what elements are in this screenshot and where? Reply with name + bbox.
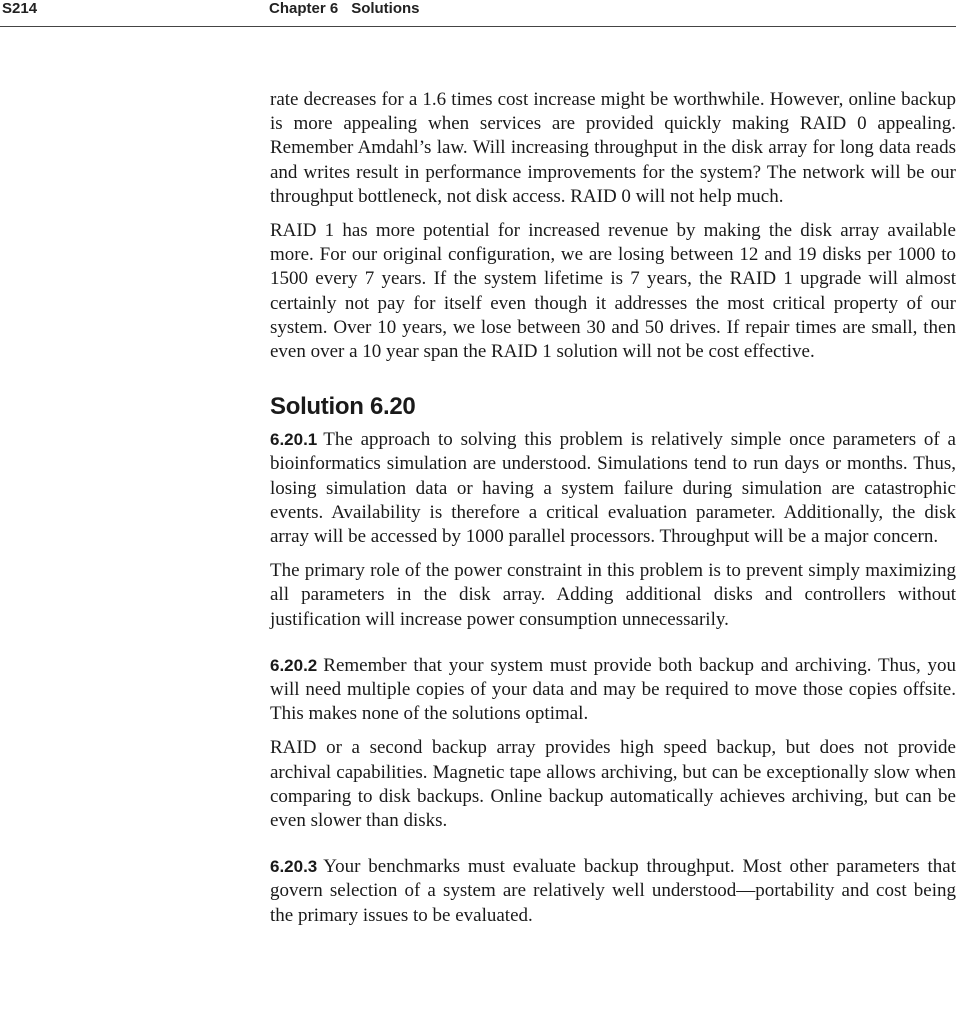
subsection-text: Your benchmarks must evaluate backup throughput. Most other parameters that govern selection of a system are relatively well understood—portability and cost being the primary issues to be evaluated. bbox=[270, 856, 956, 926]
chapter-label: Chapter 6 bbox=[269, 0, 339, 17]
subsection-6-20-2 bbox=[270, 654, 956, 727]
subsection-text: The approach to solving this problem is relatively simple once parameters of a bioinformatics simulation are understood. Simulations tend to run days or months. Thus, losing simulation data or having a system failure during simulation are catastrophic events. Availability is therefore a critical evaluation parameter. Additionally, the disk array will be accessed by 1000 parallel processors. Throughput will be a major concern. bbox=[270, 429, 956, 548]
subsection-text: Remember that your system must provide both backup and archiving. Thus, you will need multiple copies of your data and may be required to move those copies offsite. This makes none of the solutions optimal. bbox=[270, 654, 956, 725]
subsection-number: 6.20.2 bbox=[270, 655, 318, 675]
page-number: S214 bbox=[2, 0, 38, 17]
subsection-6-20-1 bbox=[270, 428, 956, 549]
chapter-title: Solutions bbox=[351, 0, 420, 17]
subsection-number: 6.20.1 bbox=[270, 430, 318, 450]
subsection-number: 6.20.3 bbox=[270, 857, 318, 877]
subsection-6-20-3 bbox=[270, 855, 956, 928]
page-body bbox=[270, 88, 956, 938]
paragraph: RAID or a second backup array provides high speed backup, but does not provide archival capabilities. Magnetic tape allows archiving, but can be exceptionally slow when comparing to disk backups. Online backup automatically achieves archiving, but can be even slower than disks. bbox=[270, 737, 956, 832]
paragraph: The primary role of the power constraint in this problem is to prevent simply maximizing all parameters in the disk array. Adding additional disks and controllers without justification will increase power consumption unnecessarily. bbox=[270, 560, 956, 630]
chapter-heading bbox=[269, 0, 420, 17]
paragraph: RAID 1 has more potential for increased revenue by making the disk array available more. For our original configuration, we are losing between 12 and 19 disks per 1000 to 1500 every 7 years. If the system lifetime is 7 years, the RAID 1 upgrade will almost certainly not pay for itself even though it addresses the most critical property of our system. Over 10 years, we lose between 30 and 50 drives. If repair times are small, then even over a 10 year span the RAID 1 solution will not be cost effective. bbox=[270, 220, 956, 363]
section-heading: Solution 6.20 bbox=[270, 393, 416, 421]
paragraph: rate decreases for a 1.6 times cost increase might be worthwhile. However, online backup is more appealing when services are provided quickly making RAID 0 appealing. Remember Amdahl’s law. Will increasing throughput in the disk array for long data reads and writes result in performance improvements for the system? The network will be our throughput bottleneck, not disk access. RAID 0 will not help much. bbox=[270, 89, 956, 207]
running-head bbox=[0, 0, 956, 27]
